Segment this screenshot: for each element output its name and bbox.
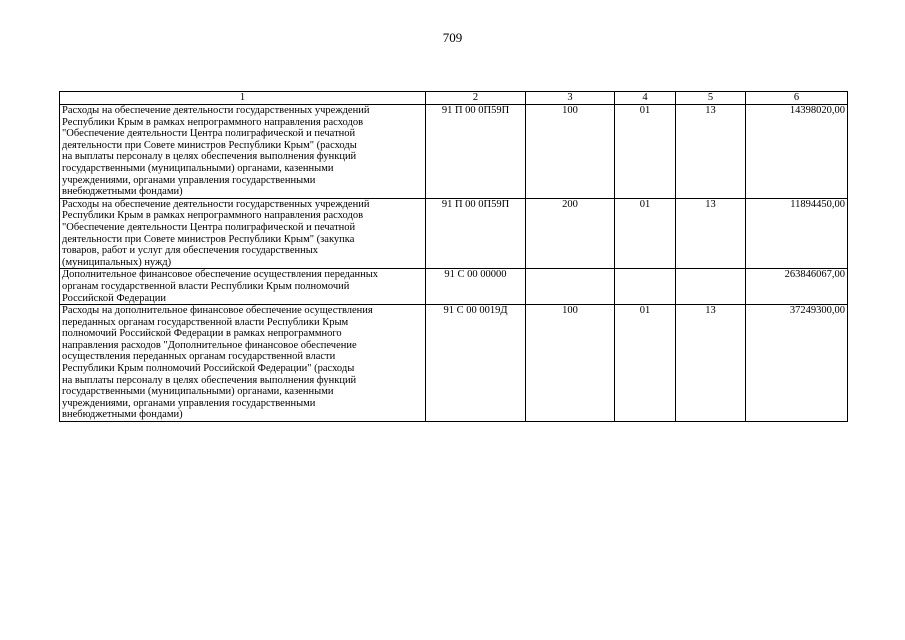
row-code: 91 С 00 00000	[426, 269, 526, 305]
description-line: на выплаты персоналу в целях обеспечения выполнения функций	[62, 151, 357, 163]
description-line: Республики Крым полномочий Российской Федерации" (расходы	[62, 363, 355, 375]
row-subsection: 13	[676, 198, 746, 269]
description-line: деятельности при Совете министров Республики Крым" (расходы	[62, 139, 357, 151]
description-line: переданных органам государственной власти Республики Крым	[62, 316, 349, 328]
row-amount: 37249300,00	[746, 305, 848, 422]
row-section: 01	[615, 105, 676, 199]
column-header-4: 4	[615, 92, 676, 105]
row-subsection	[676, 269, 746, 305]
description-line: государственными (муниципальными) органами, казенными	[62, 162, 334, 174]
description-line: (муниципальных) нужд)	[62, 256, 172, 268]
row-code: 91 С 00 0019Д	[426, 305, 526, 422]
description-line: полномочий Российской Федерации в рамках непрограммного	[62, 328, 342, 340]
row-description	[60, 198, 426, 269]
description-line: деятельности при Совете министров Республики Крым" (закупка	[62, 233, 355, 245]
table-body	[60, 105, 848, 422]
row-code: 91 П 00 0П59П	[426, 105, 526, 199]
row-expense-type: 100	[526, 305, 615, 422]
description-line: товаров, работ и услуг для обеспечения государственных	[62, 245, 319, 257]
row-expense-type: 100	[526, 105, 615, 199]
description-line: "Обеспечение деятельности Центра полиграфической и печатной	[62, 221, 356, 233]
column-header-3: 3	[526, 92, 615, 105]
description-line: Расходы на обеспечение деятельности государственных учреждений	[62, 198, 370, 210]
row-expense-type	[526, 269, 615, 305]
row-section	[615, 269, 676, 305]
description-line: "Обеспечение деятельности Центра полиграфической и печатной	[62, 128, 356, 140]
description-line: внебюджетными фондами)	[62, 409, 183, 421]
row-description	[60, 105, 426, 199]
row-subsection: 13	[676, 305, 746, 422]
description-line: на выплаты персоналу в целях обеспечения выполнения функций	[62, 374, 357, 386]
description-line: Республики Крым в рамках непрограммного направления расходов	[62, 210, 364, 222]
row-expense-type: 200	[526, 198, 615, 269]
row-amount: 263846067,00	[746, 269, 848, 305]
page-number: 709	[442, 30, 463, 45]
row-description	[60, 269, 426, 305]
budget-table	[59, 91, 848, 422]
description-line: направления расходов "Дополнительное финансовое обеспечение	[62, 339, 357, 351]
row-amount: 11894450,00	[746, 198, 848, 269]
description-line: Расходы на обеспечение деятельности государственных учреждений	[62, 105, 370, 116]
row-description	[60, 305, 426, 422]
column-header-1: 1	[60, 92, 426, 105]
description-line: органам государственной власти Республики Крым полномочий	[62, 280, 350, 292]
description-line: учреждениями, органами управления государственными	[62, 397, 316, 409]
description-line: Расходы на дополнительное финансовое обеспечение осуществления	[62, 305, 373, 317]
description-line: осуществления переданных органам государственной власти	[62, 351, 336, 363]
row-section: 01	[615, 305, 676, 422]
description-line: Республики Крым в рамках непрограммного направления расходов	[62, 116, 364, 128]
table-row	[60, 198, 848, 269]
description-line: Дополнительное финансовое обеспечение осуществления переданных	[62, 269, 379, 281]
row-code: 91 П 00 0П59П	[426, 198, 526, 269]
table-header	[60, 92, 848, 105]
header-row	[60, 92, 848, 105]
column-header-5: 5	[676, 92, 746, 105]
table-row	[60, 305, 848, 422]
row-amount: 14398020,00	[746, 105, 848, 199]
table-row	[60, 105, 848, 199]
description-line: Российской Федерации	[62, 292, 166, 304]
row-subsection: 13	[676, 105, 746, 199]
column-header-6: 6	[746, 92, 848, 105]
table-row	[60, 269, 848, 305]
description-line: государственными (муниципальными) органами, казенными	[62, 386, 334, 398]
row-section: 01	[615, 198, 676, 269]
description-line: внебюджетными фондами)	[62, 186, 183, 198]
column-header-2: 2	[426, 92, 526, 105]
description-line: учреждениями, органами управления государственными	[62, 174, 316, 186]
